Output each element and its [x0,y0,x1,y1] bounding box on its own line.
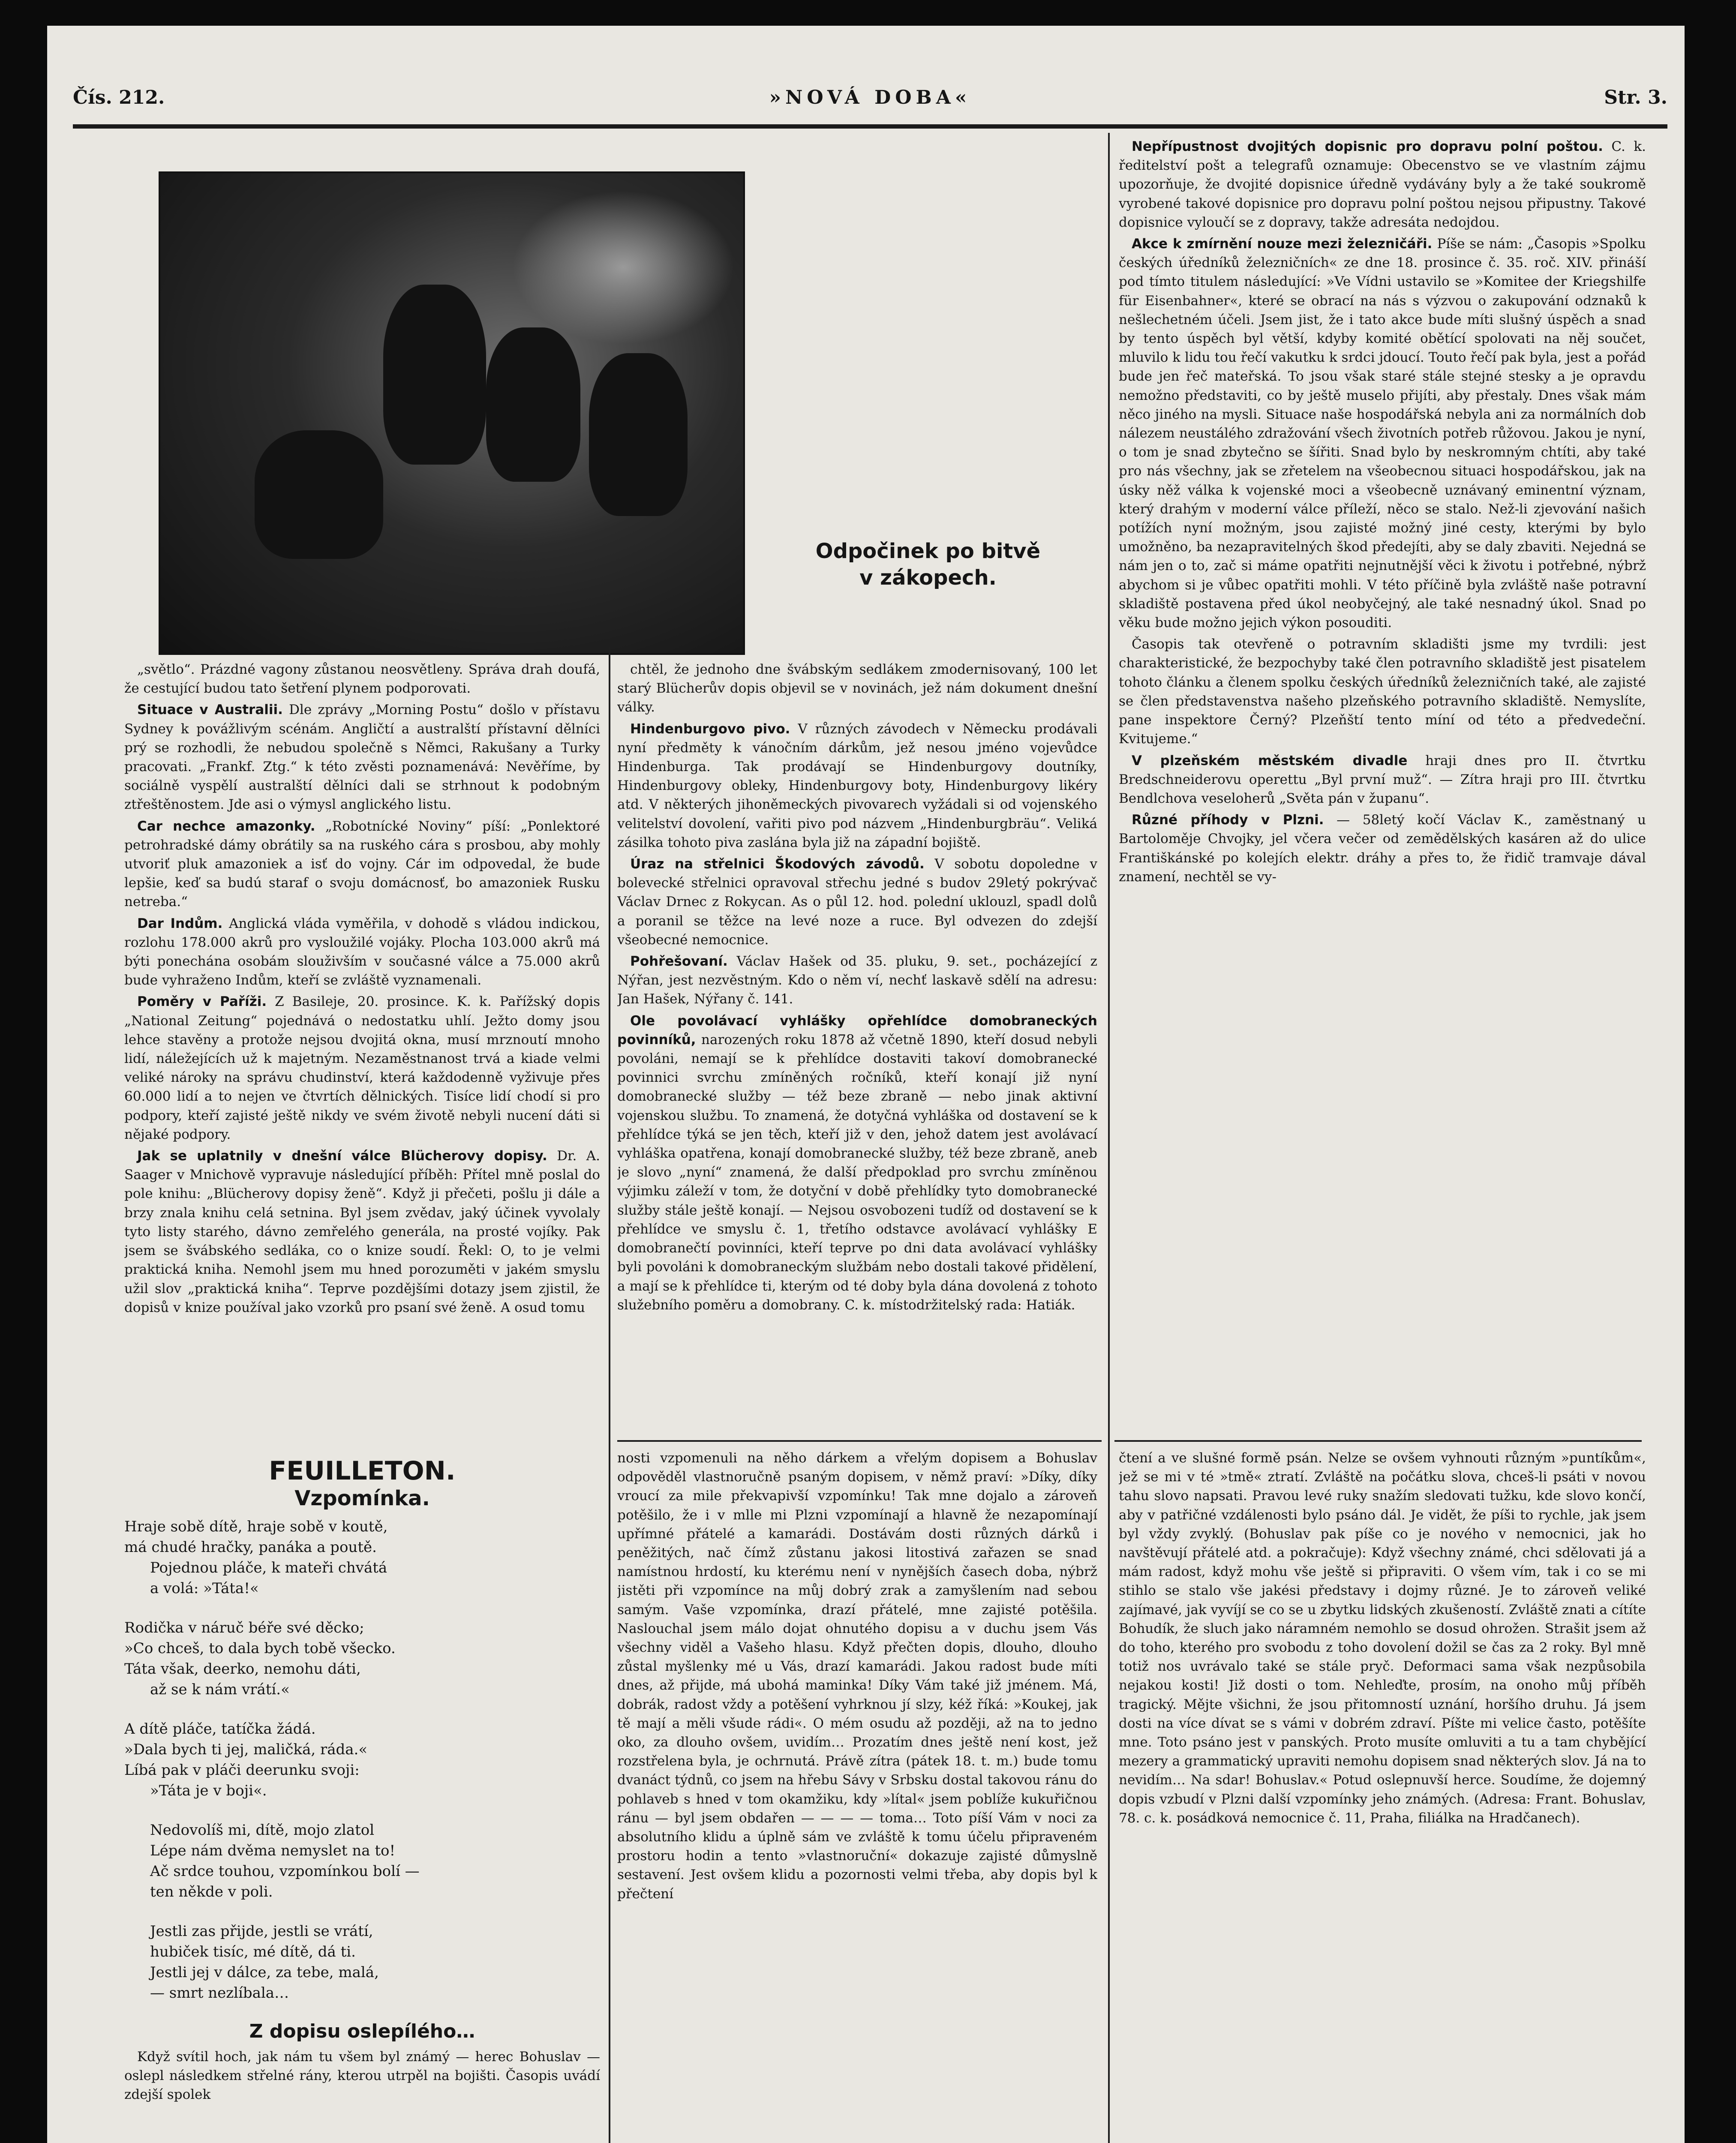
poem-line: Jestli zas přijde, jestli se vrátí, [150,1923,373,1940]
photo-soldier [486,327,580,482]
news-heading: Úraz na střelnici Škodových závodů. [630,856,925,872]
poem-line: hubiček tisíc, mé dítě, dá ti. [150,1943,356,1961]
news-text: C. k. ředitelství pošt a telegrafů oznamuje: Obecenstvo se ve vlastním zájmu upozorňuje, že dvojité dopisnice úředně vydávány byly a že také soukromě vyrobené takové dopisnice pro dopravu polní poštou nejsou připustny. Takové dopisnice vyloučí se z dopravy, takže adresáta nedojdou. [1119,139,1646,230]
news-item [617,855,1097,949]
photo-soldier [255,430,383,559]
photo-soldier [383,285,486,465]
photo-soldier [589,353,688,516]
feuilleton-column [124,1449,600,2143]
page-number: Str. 3. [1604,87,1667,108]
news-item [1119,137,1646,232]
news-item [1119,635,1646,748]
news-text: V různých závodech v Německu prodávali nyní předměty k vánočním dárkům, jež nesou jméno vojevůdce Hindenburga. Tak prodávají se Hindenburgovy doutníky, Hindenburgovy obleky, Hindenburgovy boty, Hindenburgovy likéry atd. V některých jihoněmeckých pivovarech vyžádali si od vojenského velitelství dovolení, vařiti pivo pod názvem „Hindenburgbräu“. Veliká zásilka tohoto piva zaslána byla již na západní bojiště. [617,721,1097,850]
poem-line: »Táta je v boji«. [150,1782,267,1800]
news-item [617,1011,1097,1315]
feuilleton-text: Když svítil hoch, jak nám tu všem byl známý — herec Bohuslav — oslepl následkem střelné rány, kterou utrpěl na bojišti. Časopis uvádí zdejší spolek [124,2049,600,2102]
news-heading: Různé příhody v Plzni. [1132,812,1324,828]
middle-news-column [617,660,1097,1436]
news-item [617,660,1097,717]
news-text: Píše se nám: „Časopis »Spolku českých úředníků železničních« ze dne 18. prosince č. 35. roč. XIV. přináší pod tímto titulem následující: »Ve Vídni ustavilo se »Komitee der Kriegshilfe für Eisenbahner«, které se obrací na nás s výzvou o zakupování odznaků k nešlechetném účeli. Jsem jist, že i tato akce bude míti slušný úspěch a snad by tento úspěch byl větší, kdyby komité obětící spolovati na něj součet, mluvilo k lidu tou řečí vakutku k srdci jdoucí. Touto řečí pak byla, jest a pořád bude jen řeč mateřská. To jsou však staré stále stejné stesky a je opravdu nemožno představiti, co by ještě muselo přijíti, aby přestaly. Dnes však mám něco jiného na mysli. Situace naše hospodářská nebyla ani za normálních dob nálezem neustálého zdražování všech životních potřeb růžovou. Jakou je nyní, o tom je snad zbytečno se šířiti. Snad bylo by neskromným chtíti, aby také pro nás všechny, jak se zřetelem na všeobecnou situaci hospodářskou, jak na úsky něž válka k vojenské moci a všeobecně uznávaný eminentní význam, který drahým v moderní válce příleží, něco se stalo. Než-li zjevování našich potížích nyní možným, jsou zajisté možný jiné cesty, kterými by bylo umožněno, ba nezapravitelných škod předejíti, aby se daly zbaviti. Nejedná se nám jen o to, zač si máme opatřiti nejnutnější věci k životu i potřebné, nýbrž abychom si je vůbec opatřiti mohli. V této příčině byla zvláště naše potravní skladiště postavena před úkol neobyčejný, ale také nesnadný úkol. Snad po věku bude možno jejich výkon posouditi. [1119,236,1646,631]
news-heading: Car nechce amazonky. [137,818,315,834]
poem-line: »Co chceš, to dala bych tobě všecko. [124,1640,396,1657]
poem-stanza [124,1719,600,1801]
trench-photo [159,171,745,655]
column-rule [1108,133,1110,2143]
poem-line: až se k nám vrátí.« [150,1681,290,1699]
news-item [124,660,600,698]
poem-line: Jestli jej v dálce, za tebe, malá, [150,1964,379,1981]
news-heading: Situace v Australii. [137,702,283,718]
poem-line: »Dala bych ti jej, maličká, ráda.« [124,1741,368,1759]
feuilleton-text: nosti vzpomenuli na něho dárkem a vřelým dopisem a Bohuslav odpověděl vlastnoručně psaným dopisem, v němž praví: »Díky, díky vroucí za mile překvapivší vzpomínku! Tak mne dojalo a zároveň potěšilo, že i v mlle mi Plzni vzpomínají a hlavně že nezapomínají upřímné přátelé a kamarádi. Dostávám dosti různých dárků i peněžitých, nač čímž zůstanu jakosi litostivá zařazen se snad namístnou hrdostí, ku kterému není v nynějších časech doba, nýbrž jistěti při vzpomínce na můj dobrý zrak a zamyšlením nad sebou samým. Vaše vzpomínka, drazí přátelé, mne zajisté potěšila. Naslouchal jsem málo dojat ohnutého dopisu a v duchu jsem Vás všechny viděl a Vašeho hlasu. Když přečten dopis, dlouho, dlouho zůstal myšlenky mé u Vás, drazí kamarádi. Jakou radost bude míti dnes, až přijde, má ubohá maminka! Díky Vám také již jménem. Má, dobrák, radost vždy a potěšení vyhrknou jí slzy, kéž říká: »Koukej, jak tě mají a měli všude rádi«. O mém osudu až později, až na to jedno oko, za dlouho ovšem, uvidím… Prozatím dnes ještě není kost, jež rozstřelena byla, je ochrnutá. Právě zítra (pátek 18. t. m.) bude tomu dvanáct týdnů, co jsem na hřebu Sávy v Srbsku dostal takovou ránu do pohlaveb s hned v tom okamžiku, kdy »lítal« jsem poblíže kukuřičnou ránu — byl jsem obdařen — — — — toma… Toto píší Vám v noci za absolutního klidu a úplně sám ve zvláště k tomu účelu připraveném prostoru hodin a tento »vlastnoruční« dokazuje zajisté důmyslně sestavení. Jest ovšem klidu a pozornosti velmi třeba, aby dopis byl k přečtení [617,1450,1097,1902]
news-item [617,952,1097,1009]
photo-smoke [512,190,735,345]
right-news-column [1119,137,1646,1436]
section-rule [1114,1440,1642,1442]
news-item [124,914,600,990]
feuilleton-right-column [1119,1449,1646,2143]
poem-line: Pojednou pláče, k mateři chvátá [150,1559,387,1577]
poem-title: Vzpomínka. [294,1486,430,1511]
news-text: „Robotnícké Noviny“ píší: „Ponlektoré petrohradské dámy obrátily sa na ruského cára s prosbou, aby mohly utvoriť pluk amazoniek a isť do vojny. Cár im odpovedal, že bude lepšie, keď sa budú staraf o svoju domácnosť, bo amazoniek Rusku netreba.“ [124,818,600,910]
news-heading: Pohřešovaní. [630,954,728,969]
news-heading: Nepřípustnost dvojitých dopisnic pro dopravu polní poštou. [1132,139,1603,154]
news-item [124,700,600,814]
news-text: „světlo“. Prázdné vagony zůstanou neosvětleny. Správa drah doufá, že cestující budou tato šetření plynem podporovati. [124,662,600,696]
news-item [124,817,600,912]
news-item [1119,751,1646,808]
photo-caption [750,538,1106,591]
poem-line: má chudé hračky, panáka a poutě. [124,1539,377,1556]
news-text: chtěl, že jednoho dne švábským sedlákem zmodernisovaný, 100 let starý Blücherův dopis objevil se v novinách, jež nám dokument dnešní války. [617,662,1097,715]
news-text: — 58letý kočí Václav K., zaměstnaný u Bartoloměje Chvojky, jel včera večer od zemědělských kasáren až do ulice Františkánské po kolejích elektr. dráhy a přes to, že řidič tramvaje dával znamení, nechtěl se vy- [1119,812,1646,885]
news-text: V sobotu dopoledne v bolevecké střelnici opravoval střechu jedné s budov 29letý pokrývač Václav Drnec z Rokycan. As o půl 12. hod. polední uklouzl, spadl dolů a poranil se těžce na levé noze a ruce. Byl odvezen do zdejší všeobecné nemocnice. [617,856,1097,948]
poem-line: Hraje sobě dítě, hraje sobě v koutě, [124,1518,388,1536]
poem-line: — smrt nezlíbala… [150,1984,289,2002]
poem-line: Nedovolíš mi, dítě, mojo zlatol [150,1822,375,1839]
poem-line: Táta však, deerko, nemohu dáti, [124,1660,361,1678]
poem-stanza [124,1921,600,2003]
poem-line: a volá: »Táta!« [150,1580,259,1597]
letter-title: Z dopisu oslepílého… [249,2020,475,2043]
poem-line: A dítě pláče, tatíčka žádá. [124,1720,316,1738]
news-text: hraji dnes pro II. čtvrtku Bredschneiderovu operettu „Byl první muž“. — Zítra hraji pro III. čtvrtku Bendlchova veseloherů „Světa pán v županu“. [1119,753,1646,806]
feuilleton-title: FEUILLETON. [269,1456,456,1486]
poem-line: Rodička v náruč béře své děcko; [124,1619,364,1637]
poem-stanza [124,1820,600,1902]
news-heading: Jak se uplatnily v dnešní válce Blücherovy dopisy. [137,1148,547,1164]
feuilleton-text: čtení a ve slušné formě psán. Nelze se ovšem vyhnouti různým »puntíkům«, jež se mi v té »tmě« ztratí. Zvláště na počátku slova, chceš-li psáti v novou tahu slovo napsati. Pravou levé ruky snažím sledovati tužku, kde slovo končí, aby v patřičné vzdálenosti bylo psáno dál. Je vidět, že píši to rychle, jak jsem byl vždy zvyklý. (Bohuslav pak píše co je nového v nemocnici, jak ho navštěvují přátelé atd. a pokračuje): Když všechny známé, chci sdělovati já a mám radost, když mohu vše ještě si připraviti. O všem vím, tak i co se mi stihlo se stalo vše jakési představy i dojmy různé. Je to zároveň veliké zajímavé, jak vyvíjí se co se u zbytku lidských zkušeností. Zvláště znati a cítíte Bohudík, že sluch jako náramném nemohlo se dosud ohrožen. Strašit jsem až do toho, kterého pro svobodu z toho dovolení dožil se čas za 2 roky. Byl mně totiž nos uvrávalo také se stále pryč. Deformaci sama však nezpůsobila nejakou kosti! Již dosti o tom. Nehleďte, prosím, na onoho můj příběh tragický. Mějte všichni, že jsou přitomností uznání, horšího druhu. Já jsem dosti na více dívat se s vámi v dobrém zdraví. Píšte mi velice často, potěšíte mne. Toto psáno jest v panských. Proto musíte omluviti a tu a tam chybějící mezery a grammatický upraviti nemohu dopisem snad některých slov. Já na to nevidím… Na sdar! Bohuslav.« Potud oslepnuvší herce. Soudíme, že dojemný dopis vzbudí v Plzni další vzpomínky jeho známých. (Adresa: Frant. Bohuslav, 78. c. k. posádková nemocnice č. 11, Praha, filiálka na Hradčanech). [1119,1450,1646,1826]
news-item [617,720,1097,852]
news-heading: Ole povolávací vyhlášky opřehlídce domobraneckých povinníků, [617,1013,1097,1047]
column-rule [609,647,610,2143]
issue-number: Čís. 212. [73,87,165,108]
masthead [73,81,1667,129]
news-item [1119,810,1646,886]
news-item [1119,234,1646,632]
poem-line: Líbá pak v pláči deerunku svoji: [124,1762,360,1779]
news-text: Z Basileje, 20. prosince. K. k. Pařížský dopis „National Zeitung“ pojednává o nedostatku uhlí. Ježto domy jsou lehce stavěny a protože nejsou dvojitá okna, musí mrznoutí mnoho lidí, náležejících už k majetným. Nezaměstnanost trvá a kiade velmi veliké nároky na správu chudinství, která každodenně vyživuje přes 60.000 lidí a to nejen ve čtvrtích dělnických. Tisíce lidí chodí si pro podpory, kteří zajisté ještě nikdy ve svém životě nebyli nucení dáti si nějaké podpory. [124,994,600,1142]
news-text: Anglická vláda vyměřila, v dohodě s vládou indickou, rozlohu 178.000 akrů pro vysloužilé vojáky. Plocha 103.000 akrů má býti ponechána osobám slouživším v současné válce a 75.000 akrů bude vyhraženo Indům, kteří se zvláště vyznamenali. [124,915,600,988]
news-heading: Dar Indům. [137,915,223,931]
section-rule [617,1440,1102,1442]
caption-line: v zákopech. [859,566,997,590]
newspaper-title: »NOVÁ DOBA« [769,87,971,108]
news-text: Dr. A. Saager v Mnichově vypravuje následující příběh: Přítel mně poslal do pole knihu: „Blücherovy dopisy ženě“. Když ji přečeti, pošlu ji dále a brzy znala knihu celá setnina. Byl jsem zvědav, jaký účinek vyvolaly tyto listy starého, dávno zemřelého generála, na prosté vojíky. Pak jsem se švábského sedláka, co o knize soudí. Řekl: O, to je velmi praktická kniha. Nemohl jsem mu hned porozuměti v jakém smyslu užil slov „praktická kniha“. Teprve pozdějšími dotazy jsem zjistil, že dopisů v knize používal jako vzorků pro psaní své ženě. A osud tomu [124,1148,600,1315]
news-item [124,992,600,1144]
poem-stanza [124,1618,600,1700]
news-item [124,1147,600,1317]
news-heading: Poměry v Paříži. [137,994,267,1010]
news-text: Časopis tak otevřeně o potravním skladišti jsme my tvrdili: jest charakteristické, že bezpochyby také člen potravního skladiště jest pisatelem tohoto článku a členem spolku českých úředníků železničních také, ale zajisté se člen představenstva našeho plzeňského potravního skladiště. Nemyslíte, pane inspektore Černý? Plzeňští tento míní od této a předvedeční. Kvitujeme.“ [1119,636,1646,747]
news-text: narozených roku 1878 až včetně 1890, kteří dosud nebyli povoláni, nemají se k přehlídce dostaviti takoví domobranecké povinnici svrchu zmíněných ročníků, kteří konají již nyní domobranecké služby — též beze zbraně — nebo jinak aktivní vojenskou službu. To znamená, že dotyčná vyhláška od dostavení se k přehlídce týká se jen těch, kteří již v den, jehož datem jest avolávací vyhláška opatřena, konají domobranecké služby, též beze zbraně, aneb je slovo „nyní“ znamená, že další předpoklad pro svrchu zmíněnou výjimku záleží v tom, že dotyční v době přehlídky tyto domobranecké služby stále ještě konají. — Nejsou osvobozeni tudíž od dostavení se k přehlídce ve smyslu č. 1, třetího odstavce avolávací vyhlášky E domobranečtí povinníci, kteří teprve po dni data avolávací vyhlášky byli povoláni k domobraneckým službám nebo dostali takové přidělení, a mají se k přehlídce ti, kterým od té doby byla dána dovolená z tohoto služebního poměru a domobrany. C. k. místodržitelský rada: Hatiák. [617,1032,1097,1313]
poem-stanza [124,1516,600,1599]
left-news-column [124,660,600,1436]
poem-line: Ač srdce touhou, vzpomínkou bolí — [150,1863,420,1880]
caption-line: Odpočinek po bitvě [815,539,1041,563]
news-text: Dle zprávy „Morning Postu“ došlo v přístavu Sydney k povážlivým scénám. Angličtí a australští přístavní dělníci prý se rozhodli, že nebudou společně s Němci, Rakušany a Turky pracovati. „Frankf. Ztg.“ k této zvěsti poznamenává: Nevěříme, by sociálně vyspělí australští dělníci dali se strhnout k podobným ztřeštěnostem. Jde asi o výmysl anglického listu. [124,702,600,813]
news-text: Václav Hašek od 35. pluku, 9. set., pocházející z Nýřan, jest nezvěstným. Kdo o něm ví, nechť laskavě sdělí na adresu: Jan Hašek, Nýřany č. 141. [617,954,1097,1007]
poem-line: Lépe nám dvěma nemyslet na to! [150,1842,396,1860]
news-heading: Hindenburgovo pivo. [630,721,790,737]
feuilleton-middle-column [617,1449,1097,2143]
newspaper-page [47,26,1685,2143]
news-heading: Akce k zmírnění nouze mezi železničáři. [1132,236,1433,252]
poem-line: ten někde v poli. [150,1883,273,1901]
news-heading: V plzeňském městském divadle [1132,753,1408,768]
